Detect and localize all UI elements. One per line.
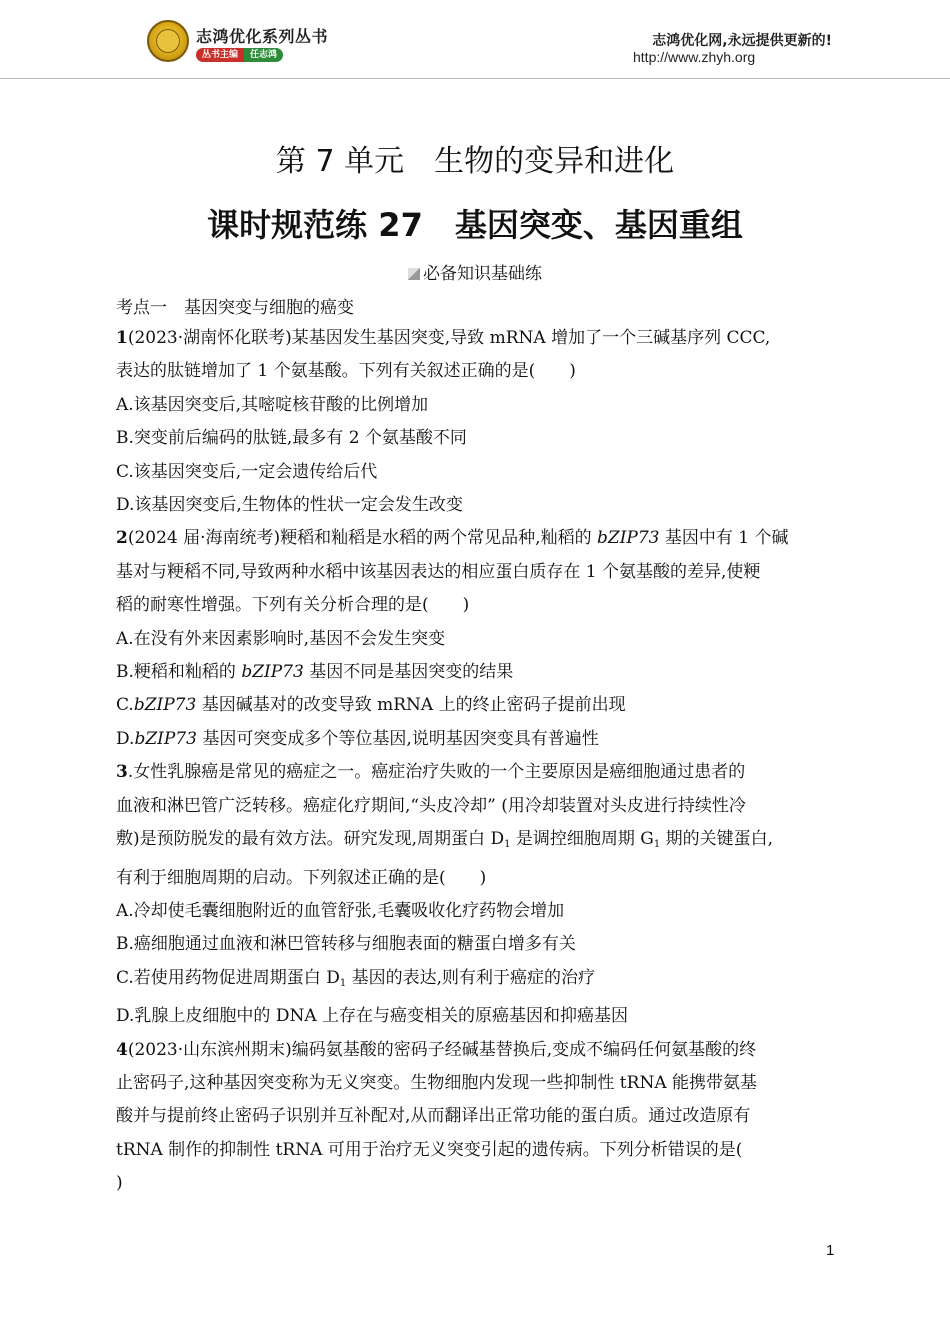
page-header xyxy=(0,0,950,80)
editor-badge xyxy=(196,48,283,62)
q3-option-d: D.乳腺上皮细胞中的 DNA 上存在与癌变相关的原癌基因和抑癌基因 xyxy=(116,1006,629,1027)
q2-text-1a: 粳稻和籼稻是水稻的两个常见品种,籼稻的 xyxy=(280,528,597,549)
editor-badge-label: 丛书主编 xyxy=(196,48,244,62)
q2-line-2: 基对与粳稻不同,导致两种水稻中该基因表达的相应蛋白质存在 1 个氨基酸的差异,使粳 xyxy=(116,561,761,582)
q3-line-3 xyxy=(116,823,836,861)
q2-text-1b: 基因中有 1 个碱 xyxy=(659,528,789,549)
q2-option-b-gene: bZIP73 xyxy=(241,662,304,683)
q2-line-1 xyxy=(116,522,836,555)
page-number: 1 xyxy=(826,1242,835,1259)
q3-line-1 xyxy=(116,756,836,789)
q4-line-4: tRNA 制作的抑制性 tRNA 可用于治疗无义突变引起的遗传病。下列分析错误的是( xyxy=(116,1139,743,1160)
q2-option-a: A.在没有外来因素影响时,基因不会发生突变 xyxy=(116,628,446,649)
header-url-link[interactable]: http://www.zhyh.org xyxy=(633,49,756,65)
q2-option-d xyxy=(116,723,836,756)
q1-option-d: D.该基因突变后,生物体的性状一定会发生改变 xyxy=(116,495,463,516)
q3-line-2: 血液和淋巴管广泛转移。癌症化疗期间,“头皮冷却” (用冷却装置对头皮进行持续性冷 xyxy=(116,795,746,816)
q2-option-c-gene: bZIP73 xyxy=(133,695,197,716)
q1-option-b: B.突变前后编码的肽链,最多有 2 个氨基酸不同 xyxy=(116,428,467,449)
q3-option-c xyxy=(116,962,836,1000)
q3-subscript-1: 1 xyxy=(504,839,511,851)
q2-option-c-pre: C. xyxy=(116,695,134,716)
q4-source: (2023·山东滨州期末) xyxy=(127,1039,292,1060)
section-label xyxy=(0,259,950,284)
q1-text-1: 某基因发生基因突变,导致 mRNA 增加了一个三碱基序列 CCC, xyxy=(291,328,771,348)
q4-line-2: 止密码子,这种基因突变称为无义突变。生物细胞内发现一些抑制性 tRNA 能携带氨基 xyxy=(116,1072,757,1093)
q3-option-c-pre: C.若使用药物促进周期蛋白 D xyxy=(116,967,340,988)
q1-line-2: 表达的肽链增加了 1 个氨基酸。下列有关叙述正确的是( ) xyxy=(116,361,576,382)
q1-option-c: C.该基因突变后,一定会遗传给后代 xyxy=(116,461,378,482)
q2-option-c xyxy=(116,689,836,722)
section-square-icon xyxy=(408,268,420,280)
topic-heading: 考点一 基因突变与细胞的癌变 xyxy=(116,298,354,318)
q3-number: 3 xyxy=(116,762,128,783)
q2-line-3: 稻的耐寒性增强。下列有关分析合理的是( ) xyxy=(116,595,470,616)
q1-option-a: A.该基因突变后,其嘧啶核苷酸的比例增加 xyxy=(116,394,429,415)
q1-source: (2023·湖南怀化联考) xyxy=(127,328,292,348)
q2-option-b xyxy=(116,656,836,689)
q4-line-3: 酸并与提前终止密码子识别并互补配对,从而翻译出正常功能的蛋白质。通过改造原有 xyxy=(116,1106,751,1127)
q3-text-1: .女性乳腺癌是常见的癌症之一。癌症治疗失败的一个主要原因是癌细胞通过患者的 xyxy=(127,762,746,783)
q3-option-c-post: 基因的表达,则有利于癌症的治疗 xyxy=(346,967,596,988)
q2-option-b-pre: B.粳稻和籼稻的 xyxy=(116,662,242,683)
q2-number: 2 xyxy=(116,528,128,549)
q2-option-d-pre: D. xyxy=(116,728,135,749)
q2-option-d-gene: bZIP73 xyxy=(134,728,197,749)
q3-text-3a: 敷)是预防脱发的最有效方法。研究发现,周期蛋白 D xyxy=(116,829,505,850)
q4-line-5: ) xyxy=(116,1173,123,1194)
lesson-title: 课时规范练 27 基因突变、基因重组 xyxy=(207,206,743,244)
q3-text-3b: 是调控细胞周期 G xyxy=(510,829,654,850)
q2-source: (2024 届·海南统考) xyxy=(127,528,281,549)
q4-text-1: 编码氨基酸的密码子经碱基替换后,变成不编码任何氨基酸的终 xyxy=(291,1039,757,1060)
q1-number: 1 xyxy=(116,328,128,348)
q2-gene-name: bZIP73 xyxy=(597,528,660,549)
publisher-logo-icon xyxy=(147,20,189,62)
q3-text-3c: 期的关键蛋白, xyxy=(660,829,774,850)
question-content xyxy=(116,294,836,1201)
q2-option-d-post: 基因可突变成多个等位基因,说明基因突变具有普遍性 xyxy=(196,728,599,749)
q3-option-c-subscript: 1 xyxy=(339,977,347,989)
q3-option-a: A.冷却使毛囊细胞附近的血管舒张,毛囊吸收化疗药物会增加 xyxy=(116,900,565,921)
section-label-text: 必备知识基础练 xyxy=(423,264,542,284)
q4-line-1 xyxy=(116,1034,836,1067)
q3-subscript-2: 1 xyxy=(653,839,661,851)
header-slogan: 志鸿优化网,永远提供更新的! xyxy=(652,33,832,49)
series-title: 志鸿优化系列丛书 xyxy=(196,27,329,46)
q3-option-b: B.癌细胞通过血液和淋巴管转移与细胞表面的糖蛋白增多有关 xyxy=(116,934,576,955)
q4-number: 4 xyxy=(116,1039,128,1060)
q2-option-b-post: 基因不同是基因突变的结果 xyxy=(303,662,514,683)
editor-badge-name: 任志鸿 xyxy=(244,48,283,62)
q2-option-c-post: 基因碱基对的改变导致 mRNA 上的终止密码子提前出现 xyxy=(196,695,626,716)
header-divider xyxy=(0,78,950,79)
unit-title: 第 7 单元 生物的变异和进化 xyxy=(275,144,675,179)
q3-line-4: 有利于细胞周期的启动。下列叙述正确的是( ) xyxy=(116,867,487,888)
q1-line-1 xyxy=(116,322,836,355)
